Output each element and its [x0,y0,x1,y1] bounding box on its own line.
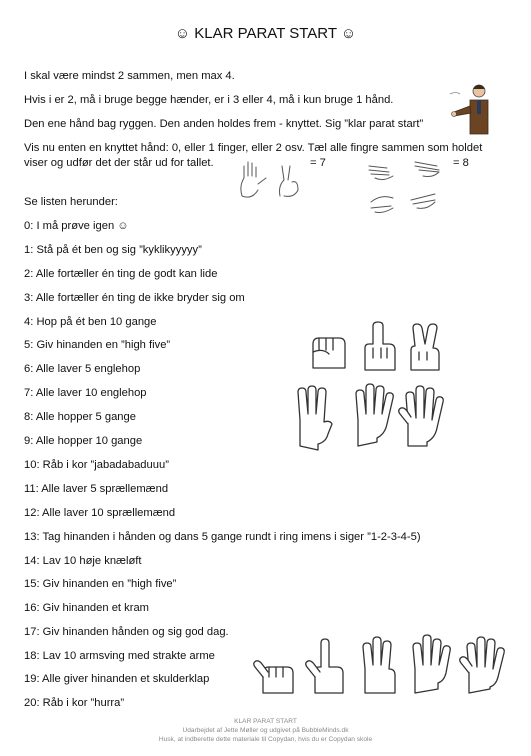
list-item-5: 5: Giv hinanden en ”high five” [24,339,171,351]
four-up-hand-icon [413,635,450,693]
index-thumb-hand-icon [306,639,343,693]
five-fingers-hand-icon [399,386,444,446]
intro-line-5: viser og udfør det der står ud for tallet. [24,157,214,169]
list-item-4: 4: Hop på ét ben 10 gange [24,316,157,328]
list-item-13: 13: Tag hinanden i hånden og dans 5 gange rundt i ring imens i siger ”1-2-3-4-5) [24,531,421,543]
one-finger-hand-icon [365,322,395,370]
intro-line-3: Den ene hånd bag ryggen. Den anden holdes frem - knyttet. Sig ”klar parat start” [24,118,424,130]
three-fingers-hand-icon [298,386,332,450]
list-item-9: 9: Alle hopper 10 gange [24,435,143,447]
fist-icon [313,338,345,368]
list-item-19: 19: Alle giver hinanden et skulderklap [24,673,210,685]
list-item-14: 14: Lav 10 høje knæløft [24,555,142,567]
list-item-3: 3: Alle fortæller én ting de ikke bryder sig om [24,292,245,304]
list-intro: Se listen herunder: [24,196,118,208]
hand-gestures-row-two [294,384,454,448]
list-item-11: 11: Alle laver 5 sprællemænd [24,483,169,495]
list-item-18: 18: Lav 10 armsving med strakte arme [24,650,215,662]
list-item-17: 17: Giv hinanden hånden og sig god dag. [24,626,229,638]
list-item-20: 20: Råb i kor ”hurra” [24,697,125,709]
hands-showing-eight-illustration [365,158,453,216]
list-item-12: 12: Alle laver 10 sprællemænd [24,507,176,519]
intro-line-2: Hvis i er 2, må i bruge begge hænder, er i 3 eller 4, må i kun bruge 1 hånd. [24,94,394,106]
list-item-0: 0: I må prøve igen ☺ [24,220,129,232]
hands-showing-seven-illustration [236,160,308,200]
four-fingers-hand-icon [356,384,393,446]
footer-copydan-note: Husk, at indberette dette materiale til Copydan, hvis du er Copydan skole [158,736,373,743]
list-item-16: 16: Giv hinanden et kram [24,602,149,614]
list-item-2: 2: Alle fortæller én ting de godt kan lide [24,268,218,280]
person-pointing-illustration [448,80,500,136]
footer-title: KLAR PARAT START [234,718,297,725]
equation-seven: = 7 [310,157,326,169]
thumb-out-hand-icon [254,661,293,693]
list-item-10: 10: Råb i kor ”jabadabaduuu” [24,459,169,471]
three-up-hand-icon [363,637,395,693]
list-item-15: 15: Giv hinanden en ”high five” [24,578,177,590]
two-fingers-hand-icon [411,324,439,370]
list-item-7: 7: Alle laver 10 englehop [24,387,147,399]
hand-gestures-bottom-row [251,633,515,697]
list-item-1: 1: Stå på ét ben og sig ”kyklikyyyyy” [24,244,202,256]
intro-line-4: Vis nu enten en knyttet hånd: 0, eller 1 finger, eller 2 osv. Tæl alle fingre sammen som holdet [24,142,483,154]
intro-line-1: I skal være mindst 2 sammen, men max 4. [24,70,235,82]
list-item-6: 6: Alle laver 5 englehop [24,363,141,375]
page-title: ☺ KLAR PARAT START ☺ [174,25,357,42]
footer-credit: Udarbejdet af Jette Møller og udgivet på BubbleMinds.dk [182,727,349,734]
five-up-hand-icon [460,637,505,693]
equation-eight: = 8 [453,157,469,169]
hand-gestures-row-one [309,322,445,372]
list-item-8: 8: Alle hopper 5 gange [24,411,136,423]
